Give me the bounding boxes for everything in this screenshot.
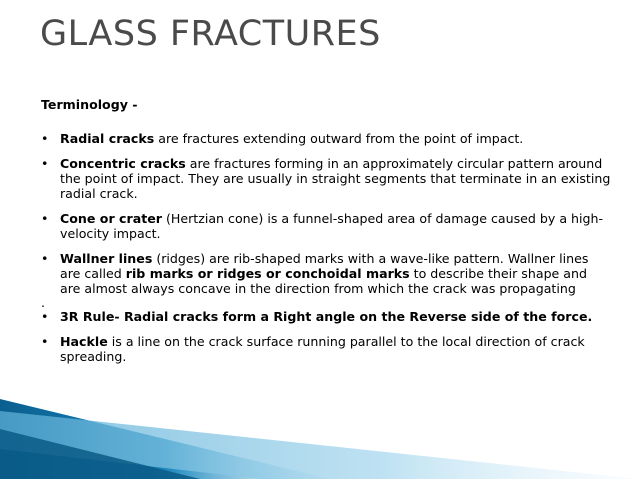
slide-title: GLASS FRACTURES [40,14,381,54]
definition-wallner-lines-part2: to describe their shape and are almost always concave in the direction from which the crack was propagating [60,266,588,296]
term-rib-marks: rib marks or ridges or conchoidal marks [125,266,410,281]
term-wallner-lines: Wallner lines [60,251,153,266]
bullet-icon: • [41,211,49,226]
stray-dot: . [41,295,46,310]
definition-radial-cracks: are fractures extending outward from the point of impact. [154,131,524,146]
bullet-concentric-cracks [41,156,611,201]
term-concentric-cracks: Concentric cracks [60,156,186,171]
bullet-icon: • [41,309,49,324]
definition-concentric-cracks: are fractures forming in an approximately circular pattern around the point of impact. They are usually in straight segments that terminate in an existing radial crack. [60,156,611,201]
bullet-radial-cracks [41,131,611,146]
bullet-icon: • [41,334,49,349]
rule-3r: 3R Rule- Radial cracks form a Right angle on the Reverse side of the force. [60,309,593,324]
decorative-swoosh [0,389,638,479]
bullet-hackle [41,334,611,364]
bullet-icon: • [41,251,49,266]
bullet-wallner-lines [41,251,611,296]
term-cone-or-crater: Cone or crater [60,211,162,226]
bullet-cone-or-crater [41,211,611,241]
bullet-icon: • [41,156,49,171]
terminology-heading: Terminology - [41,97,138,112]
term-hackle: Hackle [60,334,108,349]
definition-hackle: is a line on the crack surface running parallel to the local direction of crack spreading. [60,334,585,364]
definition-cone-or-crater: (Hertzian cone) is a funnel-shaped area of damage caused by a high-velocity impact. [60,211,604,241]
definition-wallner-lines-part1: (ridges) are rib-shaped marks with a wave-like pattern. Wallner lines are called [60,251,589,281]
bullet-icon: • [41,131,49,146]
slide-body [41,97,611,364]
bullet-3r-rule [41,309,611,324]
term-radial-cracks: Radial cracks [60,131,155,146]
